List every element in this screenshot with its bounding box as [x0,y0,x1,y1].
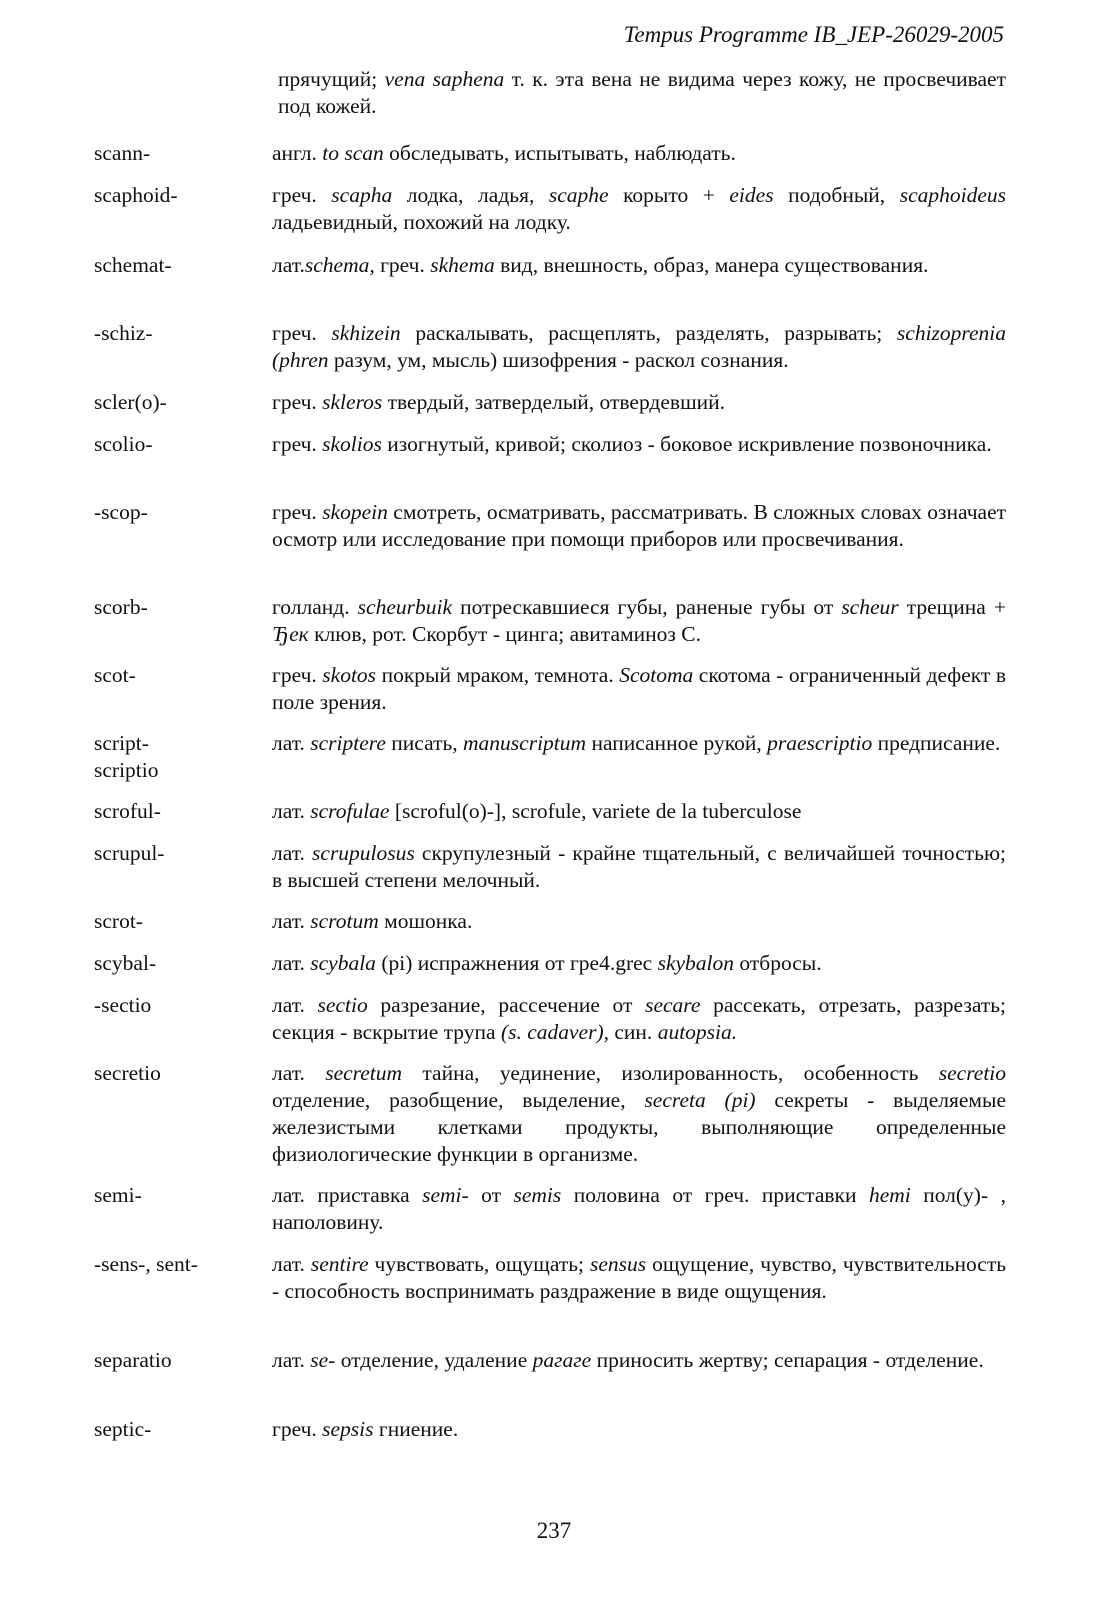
entry-definition [272,662,1006,716]
text-run: скрупулезный - крайне тщательный, с величайшей точностью; в высшей степени мелочный. [272,841,1006,892]
text-run: отделение, удаление [335,1348,533,1372]
text-run: корыто + [608,183,730,207]
text-run: греч. [374,253,431,277]
text-run: изогнутый, кривой; сколиоз - боковое искривление позвоночника. [381,432,992,456]
entry-definition [272,320,1006,374]
page-number: 237 [536,1518,572,1543]
entry-term: scroful- [94,799,161,823]
text-run: секреты - выделяемые железистыми клетками продукты, выполняющие определенные физиологические функции в организме. [272,1088,1007,1166]
italic-term: semi- [422,1183,469,1207]
italic-term: sensus [590,1252,647,1276]
text-run: лат. [272,951,311,975]
italic-term: sentire [310,1252,369,1276]
text-run: лодка, ладья, [392,183,549,207]
entry-term: separatio [94,1348,172,1372]
italic-term: Ђек [272,622,309,646]
italic-term: secretio [938,1061,1007,1085]
text-run: голланд. [272,595,358,619]
text-run: мошонка. [378,909,473,933]
italic-term: semis [513,1183,562,1207]
entry-definition [272,252,1006,279]
italic-term: secreta (pi) [644,1088,756,1112]
entry-definition [272,1251,1006,1305]
italic-term: to scan [322,141,384,165]
text-run: лат. [272,253,305,277]
text-run: лат. [272,1252,311,1276]
text-run: смотреть, осматривать, рассматривать. В сложных словах означает осмотр или исследование при помощи приборов или просвечивания. [272,500,1007,551]
italic-term: schizoprenia (phren [272,321,1006,372]
entry-definition [272,594,1006,648]
italic-term: scrofulae [310,799,390,823]
entry-term: scrupul- [94,841,165,865]
text-run: рассекать, отрезать, разрезать; секция - вскрытие трупа [272,993,1006,1044]
entry-term: scler(o)- [94,390,167,414]
entry-definition [272,1060,1006,1168]
entry-definition [272,499,1006,553]
text-run: лат. [272,1061,326,1085]
italic-term: sectio [317,993,368,1017]
text-run: греч. [272,321,332,345]
italic-term: skopein [322,500,388,524]
entry-term: scann- [94,141,151,165]
text-run: (pi) испражнения от гре4.grec [375,951,658,975]
text-run: ладьевидный, похожий на лодку. [272,210,571,234]
text-run: клюв, рот. Скорбут - цинга; авитаминоз С. [308,622,701,646]
entry-definition [272,908,1006,935]
italic-term: (s. cadaver), [500,1020,609,1044]
italic-term: scheurbuik [357,595,452,619]
text-run: разрезание, рассечение от [367,993,646,1017]
text-run: лат. [272,841,313,865]
entry-term: script- scriptio [94,731,159,782]
italic-term: autopsia. [657,1020,738,1044]
italic-term: eides [729,183,774,207]
entry-term: -sens-, sent- [94,1252,198,1276]
entry-definition [272,992,1006,1046]
text-run: раскалывать, расщеплять, разделять, разрывать; [400,321,897,345]
italic-term: hemi [868,1183,911,1207]
text-run: лат. [272,1348,311,1372]
text-run: половина от греч. приставки [561,1183,869,1207]
italic-term: scrupulosus [312,841,415,865]
text-run: греч. [272,432,323,456]
text-run: греч. [272,663,323,687]
text-run: трещина + [898,595,1006,619]
text-run: лат. [272,993,318,1017]
italic-term: skleros [322,390,383,414]
italic-term: skolios [322,432,382,456]
italic-term: vena saphena [384,67,505,91]
entry-definition [272,840,1006,894]
text-run: греч. [272,183,332,207]
text-run: разум, ум, мысль) шизофрения - раскол сознания. [328,348,789,372]
text-run: т. к. эта вена не видима через кожу, не просвечивает под кожей. [278,67,1006,118]
italic-term: рагаге [532,1348,592,1372]
text-run: покрый мраком, темнота. [376,663,620,687]
entry-term: -schiz- [94,321,153,345]
text-run: потрескавшиеся губы, раненые губы от [452,595,842,619]
entry-definition [272,798,1006,825]
italic-term: skhema [430,253,495,277]
entry-definition [272,1347,1006,1374]
italic-term: scapha [331,183,393,207]
italic-term: scybala [310,951,376,975]
entry-definition [272,389,1006,416]
continued-definition [278,66,1006,120]
italic-term: scrotum [310,909,379,933]
entry-definition [272,182,1006,236]
text-run: вид, внешность, образ, манера существования. [494,253,929,277]
text-run: син. [609,1020,658,1044]
italic-term: se- [310,1348,336,1372]
text-run: лат. [272,909,311,933]
text-run: обследывать, испытывать, наблюдать. [383,141,736,165]
entry-term: septic- [94,1417,152,1441]
italic-term: scaphoideus [899,183,1006,207]
italic-term: scriptere [310,731,386,755]
entry-definition [272,431,1006,458]
italic-term: scaphe [548,183,609,207]
italic-term: schema, [304,253,375,277]
running-header: Tempus Programme IB_JEP-26029-2005 [623,22,1004,47]
italic-term: scheur [841,595,899,619]
text-run: приносить жертву; сепарация - отделение. [591,1348,984,1372]
entry-definition [272,730,1006,757]
italic-term: manuscriptum [463,731,587,755]
text-run: гниение. [373,1417,459,1441]
entry-definition [272,1416,1006,1443]
text-run: отбросы. [734,951,822,975]
text-run: подобный, [773,183,900,207]
text-run: греч. [272,500,323,524]
entry-term: scot- [94,663,136,687]
text-run: греч. [272,390,323,414]
text-run: твердый, затверделый, отвердевший. [382,390,726,414]
text-run: писать, [385,731,464,755]
text-run: отделение, разобщение, выделение, [272,1088,645,1112]
entry-term: schemat- [94,253,172,277]
entry-term: -scop- [94,500,148,524]
entry-definition [272,1182,1006,1236]
italic-term: sepsis [322,1417,374,1441]
italic-term: secare [645,993,701,1017]
italic-term: Scotoma [619,663,694,687]
text-run: написанное рукой, [586,731,768,755]
text-run: прячущий; [278,67,385,91]
entry-term: scrot- [94,909,143,933]
text-run: пол(у)- , наполовину. [272,1183,1006,1234]
text-run: лат. [272,731,311,755]
text-run: англ. [272,141,323,165]
entry-definition [272,140,1006,167]
text-run: ощущение, чувство, чувствительность - способность воспринимать раздражение в виде ощущения. [272,1252,1007,1303]
text-run: лат. [272,799,311,823]
entry-term: scolio- [94,432,153,456]
italic-term: praescriptio [767,731,873,755]
text-run: чувствовать, ощущать; [368,1252,590,1276]
entry-definition [272,950,1006,977]
italic-term: skybalon [657,951,735,975]
text-run: тайна, уединение, изолированность, особенность [402,1061,939,1085]
text-run: греч. [272,1417,323,1441]
entry-term: scaphoid- [94,183,178,207]
entry-term: secretio [94,1061,161,1085]
italic-term: skotos [322,663,377,687]
entry-term: scybal- [94,951,157,975]
italic-term: secretum [325,1061,403,1085]
text-run: [scroful(o)-], scrofule, variete de la tuberculose [389,799,802,823]
text-run: скотома - ограниченный дефект в поле зрения. [272,663,1006,714]
entry-term: semi- [94,1183,142,1207]
entry-term: scorb- [94,595,148,619]
text-run: от [468,1183,514,1207]
entry-term: -sectio [94,993,152,1017]
text-run: предписание. [872,731,1001,755]
text-run: лат. приставка [272,1183,423,1207]
italic-term: skhizein [331,321,401,345]
